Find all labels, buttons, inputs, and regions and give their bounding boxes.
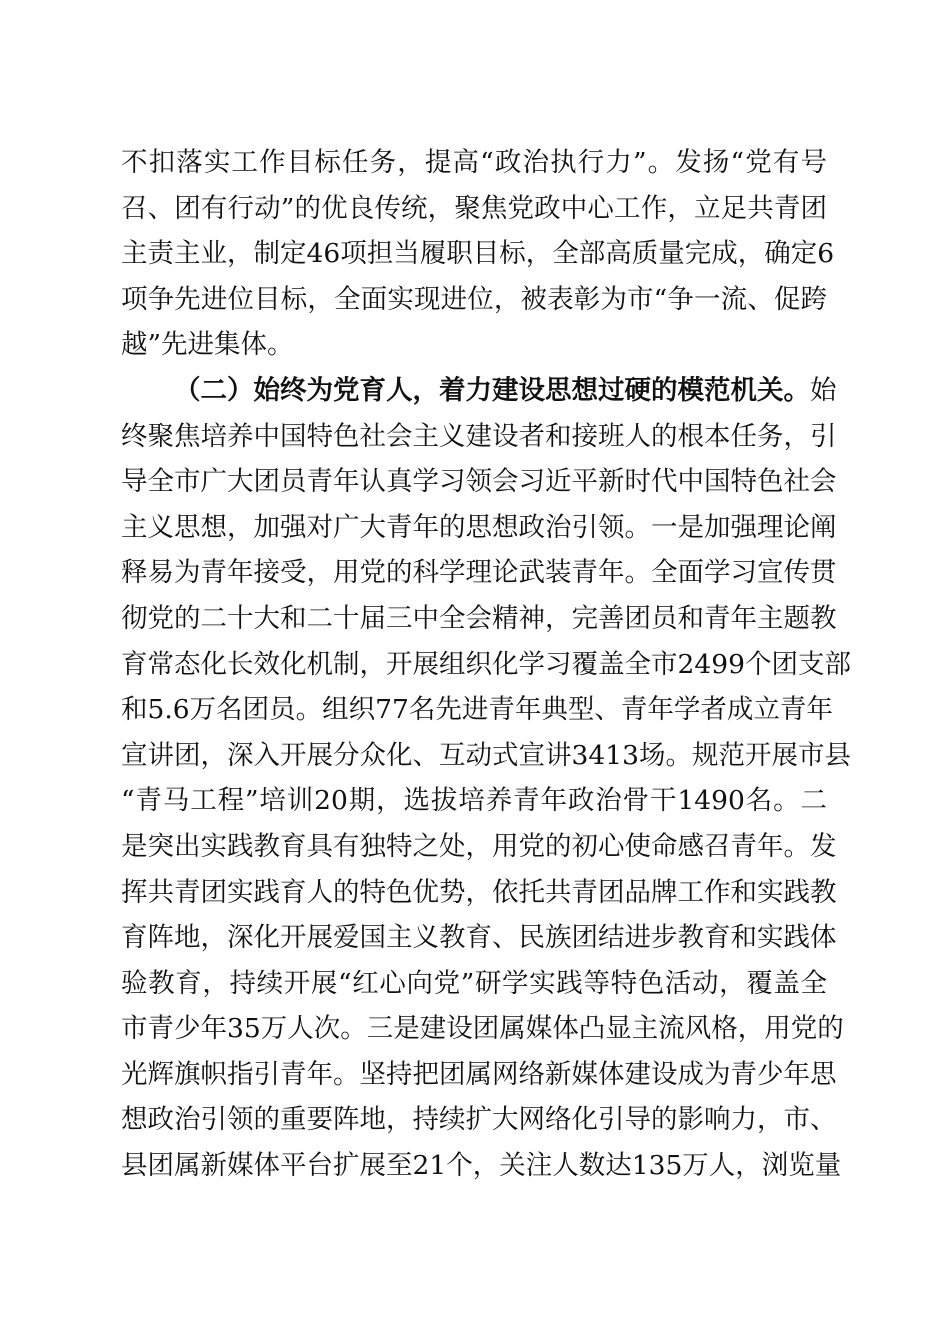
paragraph-2-line-15: 市青少年35万人次。三是建设团属媒体凸显主流风格，用党的 xyxy=(121,1013,844,1045)
paragraph-2-line-12: 挥共青团实践育人的特色优势，依托共青团品牌工作和实践教 xyxy=(121,876,837,908)
paragraph-2-line-18: 县团属新媒体平台扩展至21个，关注人数达135万人，浏览量 xyxy=(121,1150,842,1182)
paragraph-2-line-17: 想政治引领的重要阵地，持续扩大网络化引导的影响力，市、 xyxy=(121,1104,837,1136)
paragraph-2-line-6: 彻党的二十大和二十届三中全会精神，完善团员和青年主题教 xyxy=(121,602,837,634)
paragraph-2-line-8: 和5.6万名团员。组织77名先进青年典型、青年学者成立青年 xyxy=(121,694,833,726)
paragraph-1-line-2: 召、团有行动”的优良传统，聚焦党政中心工作，立足共青团 xyxy=(121,192,827,224)
section-heading: （二）始终为党育人，着力建设思想过硬的模范机关。 xyxy=(174,374,810,406)
paragraph-2-line-2: 终聚焦培养中国特色社会主义建设者和接班人的根本任务，引 xyxy=(121,420,837,452)
paragraph-1-line-5: 越”先进集体。 xyxy=(121,329,294,361)
paragraph-2-line-10: “青马工程”培训20期，选拔培养青年政治骨干1490名。二 xyxy=(121,785,827,817)
body-text xyxy=(121,140,851,1189)
paragraph-2-first-line-tail: 始 xyxy=(810,374,837,406)
paragraph-2-line-14: 验教育，持续开展“红心向党”研学实践等特色活动，覆盖全 xyxy=(121,967,827,999)
paragraph-2-line-7: 育常态化长效化机制，开展组织化学习覆盖全市2499个团支部 xyxy=(121,648,851,680)
paragraph-2-line-16: 光辉旗帜指引青年。坚持把团属网络新媒体建设成为青少年思 xyxy=(121,1058,837,1090)
paragraph-2-line-11: 是突出实践教育具有独特之处，用党的初心使命感召青年。发 xyxy=(121,830,837,862)
paragraph-2-line-13: 育阵地，深化开展爱国主义教育、民族团结进步教育和实践体 xyxy=(121,922,837,954)
paragraph-1-line-3: 主责主业，制定46项担当履职目标，全部高质量完成，确定6 xyxy=(121,238,835,270)
paragraph-1-line-4: 项争先进位目标，全面实现进位，被表彰为市“争一流、促跨 xyxy=(121,283,827,315)
paragraph-2-line-9: 宣讲团，深入开展分众化、互动式宣讲3413场。规范开展市县 xyxy=(121,739,851,771)
paragraph-2-line-3: 导全市广大团员青年认真学习领会习近平新时代中国特色社会 xyxy=(121,466,837,498)
paragraph-2-line-1 xyxy=(121,368,837,414)
paragraph-2-line-4: 主义思想，加强对广大青年的思想政治引领。一是加强理论阐 xyxy=(121,511,837,543)
paragraph-2-line-5: 释易为青年接受，用党的科学理论武装青年。全面学习宣传贯 xyxy=(121,557,837,589)
paragraph-1-line-1: 不扣落实工作目标任务，提高“政治执行力”。发扬“党有号 xyxy=(121,147,827,178)
